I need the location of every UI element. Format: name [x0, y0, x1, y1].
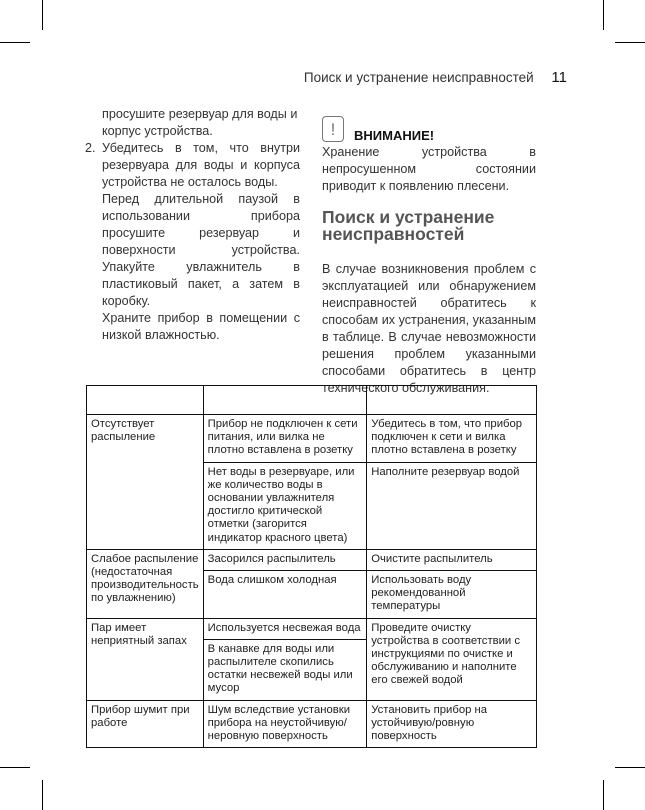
warning-title: ВНИМАНИЕ!: [354, 128, 435, 143]
problem-cell: Отсутствует распыление: [87, 415, 204, 550]
list-item-text-2: Перед длительной паузой в использовании прибора просушите резервуар и поверхности устройства. Упакуйте увлажнитель в пластиковый пакет, а затем в коробку.: [102, 192, 300, 308]
table-row: [87, 549, 537, 570]
cause-cell: Нет воды в резервуаре, или же количество воды в основании увлажнителя достигло критической отметки (загорится индикатор красного цвета): [203, 462, 367, 549]
list-item-text-3: Храните прибор в помещении с низкой влажностью.: [102, 311, 300, 342]
cause-cell: Вода слишком холодная: [203, 571, 367, 619]
section-intro: В случае возникновения проблем с эксплуатацией или обнаружением неисправностей обратитесь к способам их устранения, указанным в таблице. В случае невозможности решения проблем указанными способами обратитесь в центр технического обслуживания.: [322, 262, 536, 395]
solution-cell: Наполните резервуар водой: [367, 462, 537, 549]
cause-cell: Используется несвежая вода: [203, 618, 367, 639]
cause-cell: Шум вследствие установки прибора на неустойчивую/неровную поверхность: [203, 700, 367, 748]
crop-mark: [615, 767, 645, 768]
solution-cell: Очистите распылитель: [367, 549, 537, 570]
crop-mark: [603, 780, 604, 810]
solution-cell: Использовать воду рекомендованной температуры: [367, 571, 537, 619]
crop-mark: [42, 0, 43, 30]
troubleshooting-table: [86, 385, 537, 748]
solution-cell: Убедитесь в том, что прибор подключен к сети и вилка плотно вставлена в розетку: [367, 415, 537, 463]
table-row: [87, 618, 537, 639]
right-column: [322, 112, 536, 397]
problem-cell: Слабое распыление (недостаточная производительность по увлажнению): [87, 549, 204, 618]
page-number: 11: [551, 69, 567, 86]
solution-cell: Проведите очистку устройства в соответствии с инструкциями по очистке и обслуживанию и наполните его свежей водой: [367, 618, 537, 700]
solution-cell: Установить прибор на устойчивую/ровную поверхность: [367, 700, 537, 748]
cause-cell: В канавке для воды или распылителе скопились остатки несвежей воды или мусор: [203, 639, 367, 700]
problem-cell: Прибор шумит при работе: [87, 700, 204, 748]
table-row: [87, 415, 537, 463]
paragraph-continued: просушите резервуар для воды и корпус устройства.: [102, 107, 298, 138]
table-row: [87, 700, 537, 748]
crop-mark: [0, 767, 30, 768]
header-cell: [203, 386, 367, 415]
cause-cell: Засорился распылитель: [203, 549, 367, 570]
left-column: [85, 106, 300, 344]
crop-mark: [615, 42, 645, 43]
crop-mark: [603, 0, 604, 30]
crop-mark: [0, 42, 30, 43]
header-cell: [87, 386, 204, 415]
problem-cell: Пар имеет неприятный запах: [87, 618, 204, 700]
list-item-text: Убедитесь в том, что внутри резервуара для воды и корпуса устройства не осталось воды.: [102, 141, 300, 189]
exclamation-box-icon: !: [322, 116, 344, 142]
running-title: Поиск и устранение неисправностей: [303, 70, 534, 85]
warning-text: Хранение устройства в непросушенном состоянии приводит к появлению плесени.: [322, 145, 536, 193]
list-item: [85, 140, 300, 344]
crop-mark: [42, 780, 43, 810]
warning-header: [322, 112, 536, 142]
section-heading: Поиск и устранение неисправностей: [322, 207, 495, 244]
table-header-row: [87, 386, 537, 415]
list-number: 2.: [85, 141, 96, 155]
cause-cell: Прибор не подключен к сети питания, или вилка не плотно вставлена в розетку: [203, 415, 367, 463]
header-cell: [367, 386, 537, 415]
running-header: [304, 69, 567, 86]
